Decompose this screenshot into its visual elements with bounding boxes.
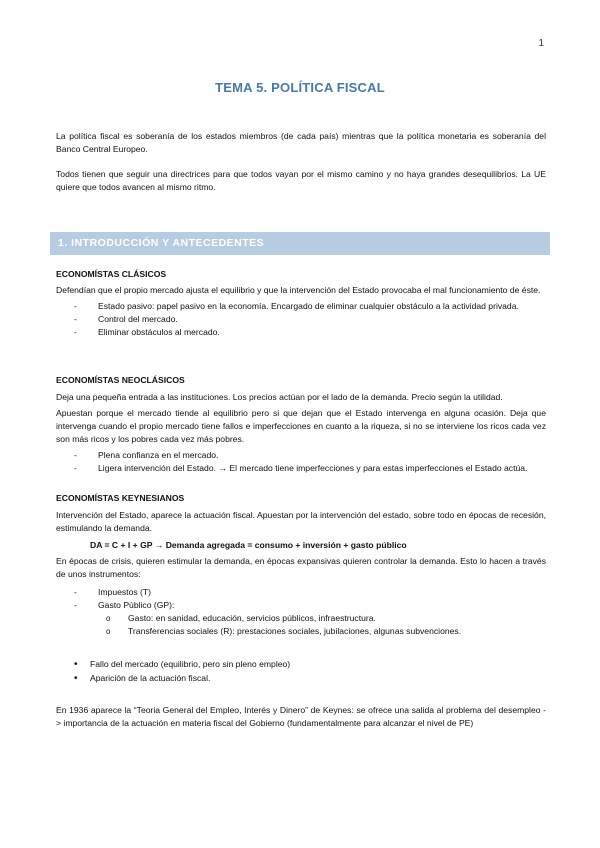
list-item: o Transferencias sociales (R): prestaciones sociales, jubilaciones, algunas subvenciones. bbox=[56, 625, 546, 638]
neoclasicos-list bbox=[56, 449, 546, 475]
clasicos-heading: ECONOMÍSTAS CLÁSICOS bbox=[56, 269, 167, 279]
list-item: - Control del mercado. bbox=[56, 313, 546, 326]
list-item: - Gasto Público (GP): bbox=[56, 599, 546, 612]
list-item: - Eliminar obstáculos al mercado. bbox=[56, 326, 546, 339]
neoclasicos-text: Deja una pequeña entrada a las instituciones. Los precios actúan por el lado de la demanda. Precio según la utilidad. bbox=[56, 392, 503, 402]
keynesianos-block bbox=[56, 492, 546, 730]
neoclasicos-text: Apuestan porque el mercado tiende al equilibrio pero si que dejan que el Estado intervenga en alguna ocasión. Deja que intervenga cuando el propio mercado tiene fallos e imperfecciones en cuanto a la riqueza, si no se interviene los ricos cada vez son más ricos y los pobres cada vez más pobres. bbox=[56, 408, 546, 444]
section-header bbox=[50, 232, 550, 255]
page-title: TEMA 5. POLÍTICA FISCAL bbox=[215, 80, 385, 95]
intro-paragraph: Todos tienen que seguir una directrices para que todos vayan por el mismo camino y no haya grandes desequilibrios. La UE quiere que todos avancen al mismo ritmo. bbox=[56, 169, 546, 192]
gasto-sublist bbox=[56, 612, 546, 638]
list-item: - Impuestos (T) bbox=[56, 586, 546, 599]
intro-paragraph: La política fiscal es soberanía de los estados miembros (de cada país) mientras que la política monetaria es soberanía del Banco Central Europeo. bbox=[56, 131, 546, 154]
instruments-list bbox=[56, 586, 546, 612]
clasicos-text: Defendían que el propio mercado ajusta el equilibrio y que la intervención del Estado provocaba el mal funcionamiento de éste. bbox=[56, 285, 541, 295]
keynesianos-heading: ECONOMÍSTAS KEYNESIANOS bbox=[56, 493, 185, 503]
list-item: - Estado pasivo: papel pasivo en la economía. Encargado de eliminar cualquier obstáculo a la actividad privada. bbox=[56, 300, 546, 313]
list-item: - Plena confianza en el mercado. bbox=[56, 449, 546, 462]
neoclasicos-heading: ECONOMÍSTAS NEOCLÁSICOS bbox=[56, 375, 185, 385]
clasicos-list bbox=[56, 300, 546, 339]
neoclasicos-block bbox=[56, 374, 546, 475]
section-title: 1. INTRODUCCIÓN Y ANTECEDENTES bbox=[58, 237, 265, 249]
list-item: o Gasto: en sanidad, educación, servicios públicos, infraestructura. bbox=[56, 612, 546, 625]
list-item: - Ligera intervención del Estado. → El mercado tiene imperfecciones y para estas imperfecciones el Estado actúa. bbox=[56, 462, 546, 475]
intro-block bbox=[56, 130, 546, 194]
list-item: • Fallo del mercado (equilibrio, pero sin pleno empleo) bbox=[56, 658, 546, 671]
keynesianos-text: En 1936 aparece la “Teoria General del Empleo, Interés y Dinero” de Keynes: se ofrece una salida al problema del desempleo -> importancia de la actuación en materia fiscal del Gobierno (fundamentalmente para alcanzar el nivel de PE) bbox=[56, 705, 546, 728]
keynesianos-text: En épocas de crisis, quieren estimular la demanda, en épocas expansivas quieren controlar la demanda. Esto lo hacen a través de unos instrumentos: bbox=[56, 556, 546, 579]
keynesianos-bullets bbox=[56, 658, 546, 685]
formula: DA = C + I + GP → Demanda agregada = consumo + inversión + gasto público bbox=[90, 540, 407, 550]
list-item: • Aparición de la actuación fiscal. bbox=[56, 672, 546, 685]
page-number: 1 bbox=[538, 38, 544, 49]
keynesianos-text: Intervención del Estado, aparece la actuación fiscal. Apuestan por la intervención del estado, sobre todo en épocas de recesión, estimulando la demanda. bbox=[56, 510, 546, 533]
clasicos-block bbox=[56, 268, 546, 339]
